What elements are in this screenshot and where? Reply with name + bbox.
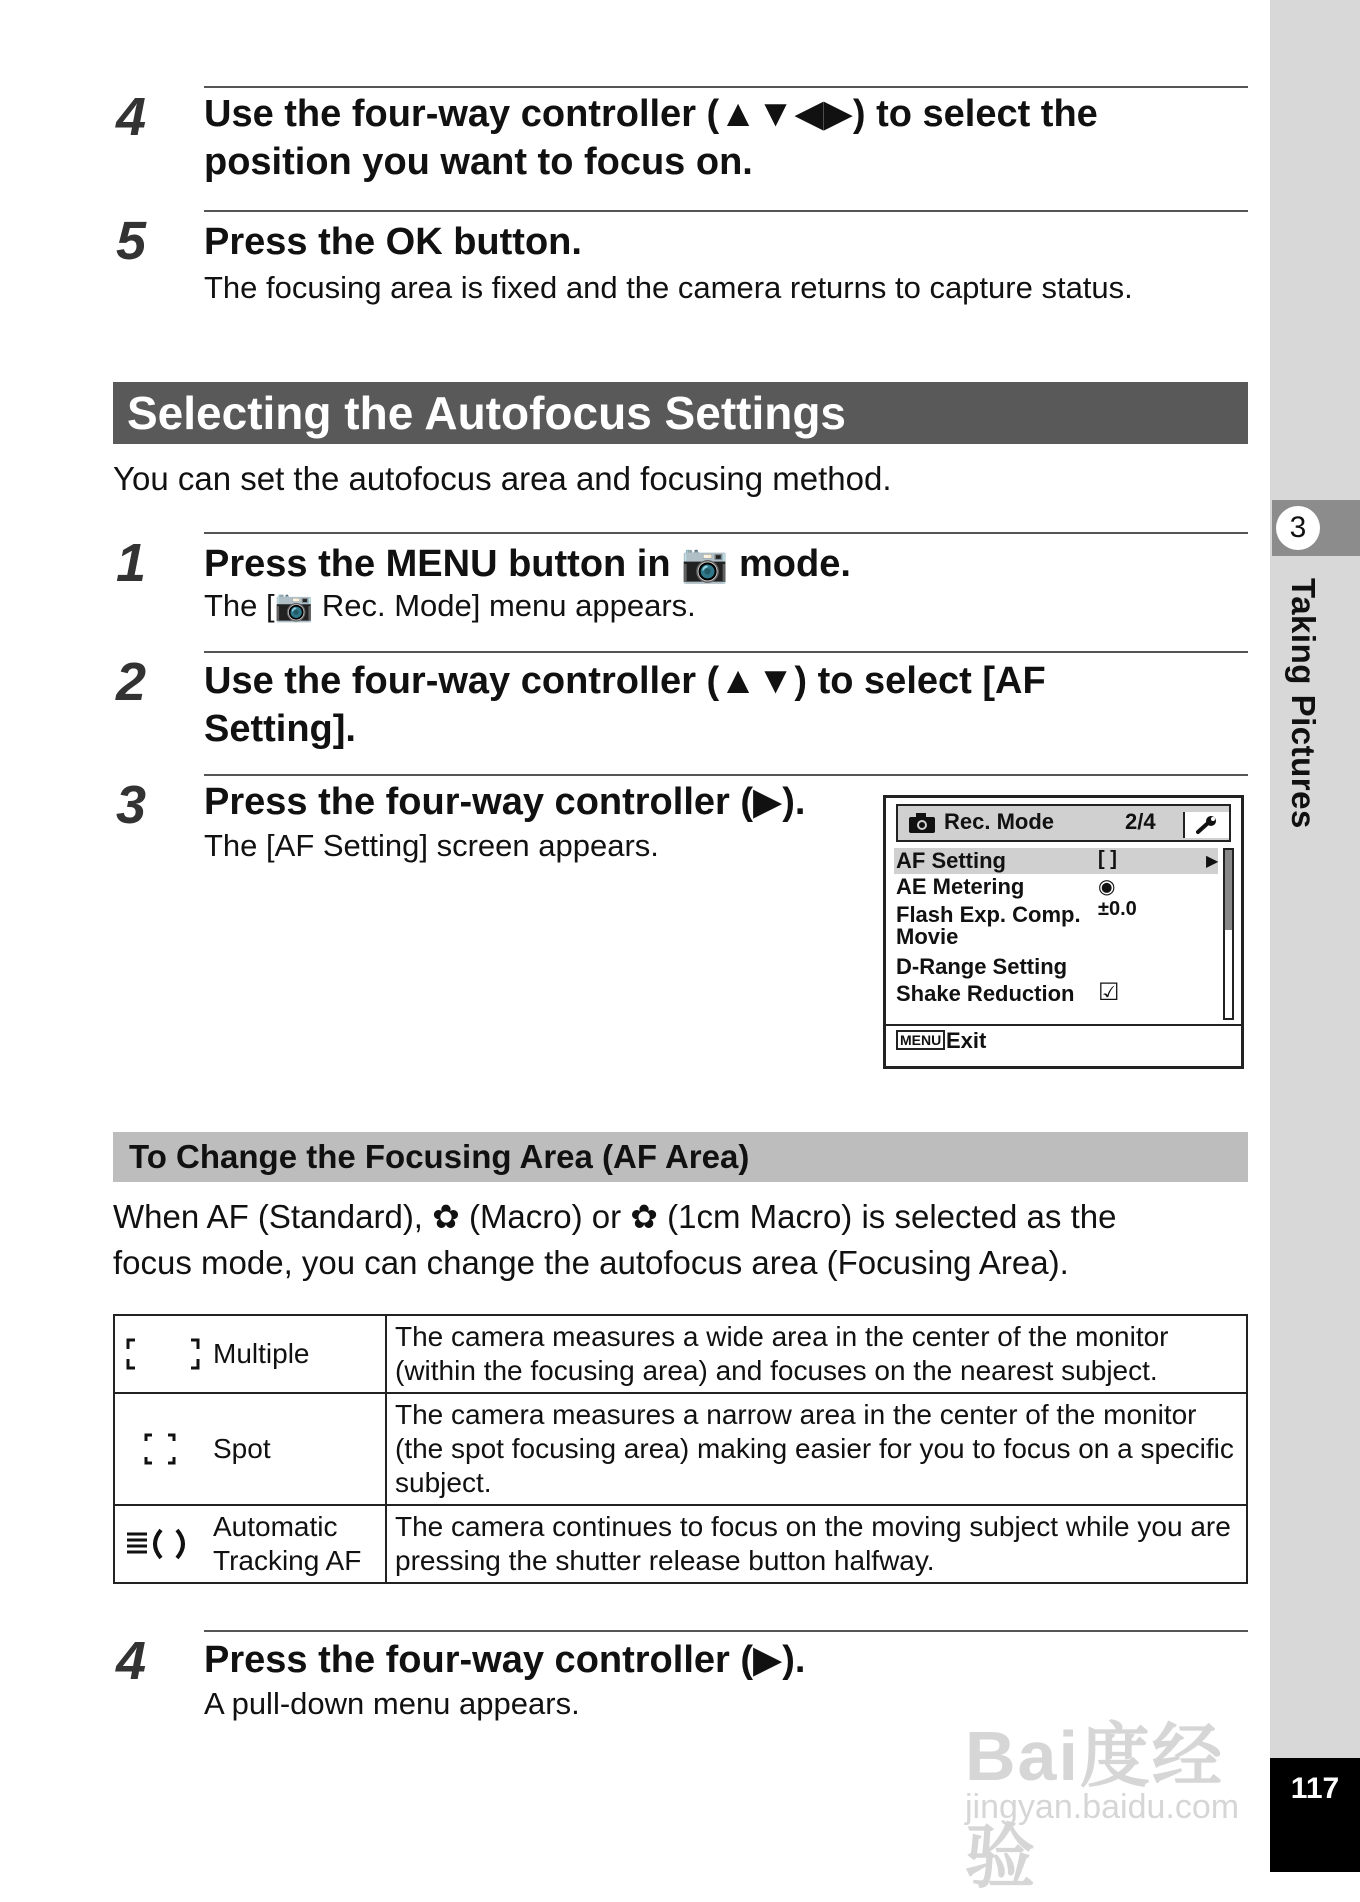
watermark-logo-text: Bai度经验: [965, 1717, 1224, 1896]
subsection-title: To Change the Focusing Area (AF Area): [113, 1132, 1248, 1182]
chapter-title: Taking Pictures: [1285, 578, 1322, 829]
tracking-af-icon: [125, 1524, 191, 1564]
step-body: The focusing area is fixed and the camera returns to capture status.: [204, 270, 1133, 305]
af-mode-label: Spot: [213, 1433, 271, 1464]
step-heading: Press the OK button.: [204, 221, 582, 263]
step-number: 2: [116, 652, 147, 712]
step-divider: [204, 651, 1248, 653]
af-mode-label: Multiple: [213, 1338, 310, 1369]
af-mode-description: The camera measures a wide area in the center of the monitor (within the focusing area) and focuses on the nearest subject.: [386, 1315, 1247, 1393]
step-number: 5: [116, 211, 147, 271]
step-divider: [204, 532, 1248, 534]
step-heading: Press the four-way controller (▶).: [204, 1639, 806, 1681]
table-row: [114, 1505, 1247, 1583]
ae-metering-value: ◉: [1098, 876, 1116, 898]
camera-icon: [908, 812, 936, 834]
step-body: A pull-down menu appears.: [204, 1686, 580, 1721]
chapter-sidebar: [1270, 0, 1360, 1872]
spot-af-icon: [143, 1432, 177, 1466]
chapter-number: 3: [1276, 506, 1320, 550]
shake-reduction-value: ☑: [1098, 979, 1120, 1006]
subsection-text-line-2: focus mode, you can change the autofocus area (Focusing Area).: [113, 1244, 1069, 1281]
af-setting-value: [ ]: [1098, 848, 1117, 870]
af-mode-cell: [114, 1505, 386, 1583]
step-body: The [📷 Rec. Mode] menu appears.: [204, 588, 696, 623]
step-divider: [204, 1630, 1248, 1632]
multiple-af-icon: [125, 1337, 201, 1371]
baidu-watermark: [965, 1670, 1275, 1896]
step-number: 1: [116, 533, 147, 593]
screen-header: [896, 804, 1231, 842]
step-number: 4: [116, 87, 147, 147]
table-row: [114, 1393, 1247, 1505]
menu-button-badge: MENU: [896, 1030, 945, 1050]
exit-label: Exit: [946, 1028, 987, 1053]
menu-row-movie: Movie: [896, 924, 959, 949]
scrollbar-thumb: [1225, 850, 1232, 930]
page-number: 117: [1270, 1758, 1360, 1872]
menu-row-flash-exp-comp: Flash Exp. Comp.: [896, 902, 1081, 927]
flash-exp-comp-value: ±0.0: [1098, 898, 1137, 920]
chevron-right-icon: ▶: [1206, 853, 1219, 870]
table-row: [114, 1315, 1247, 1393]
step-divider: [204, 210, 1248, 212]
step-divider: [204, 86, 1248, 88]
menu-row-shake-reduction: Shake Reduction: [896, 981, 1075, 1006]
step-heading: Press the four-way controller (▶).: [204, 781, 806, 823]
af-area-table: [113, 1314, 1248, 1584]
wrench-icon: [1195, 815, 1219, 835]
step-heading: Use the four-way controller (▲▼◀▶) to select the position you want to focus on.: [204, 93, 1098, 183]
af-mode-cell: [114, 1315, 386, 1393]
scrollbar: [1223, 848, 1234, 1020]
screen-page-indicator: 2/4: [1125, 809, 1156, 834]
step-divider: [204, 774, 1248, 776]
subsection-text-line-1: When AF (Standard), ✿ (Macro) or ✿ (1cm Macro) is selected as the: [113, 1198, 1117, 1235]
step-heading: Press the MENU button in 📷 mode.: [204, 543, 851, 585]
section-title: Selecting the Autofocus Settings: [113, 382, 1248, 444]
setup-tab: [1183, 812, 1229, 838]
menu-row-d-range: D-Range Setting: [896, 954, 1068, 979]
step-number: 3: [116, 775, 147, 835]
af-mode-description: The camera measures a narrow area in the center of the monitor (the spot focusing area) making easier for you to focus on a specific subject.: [386, 1393, 1247, 1505]
camera-menu-screen: [883, 795, 1244, 1069]
step-number: 4: [116, 1631, 147, 1691]
watermark-url: jingyan.baidu.com: [965, 1788, 1240, 1826]
menu-row-ae-metering: AE Metering: [896, 874, 1025, 899]
step-body: The [AF Setting] screen appears.: [204, 828, 659, 863]
step-heading: Use the four-way controller (▲▼) to select [AF Setting].: [204, 660, 1046, 750]
af-mode-label: Automatic Tracking AF: [213, 1511, 362, 1576]
screen-title: Rec. Mode: [944, 809, 1055, 834]
menu-row-af-setting: AF Setting: [896, 848, 1006, 873]
section-intro: You can set the autofocus area and focusing method.: [113, 460, 892, 497]
af-mode-cell: [114, 1393, 386, 1505]
screen-footer-divider: [886, 1024, 1241, 1026]
af-mode-description: The camera continues to focus on the moving subject while you are pressing the shutter release button halfway.: [386, 1505, 1247, 1583]
